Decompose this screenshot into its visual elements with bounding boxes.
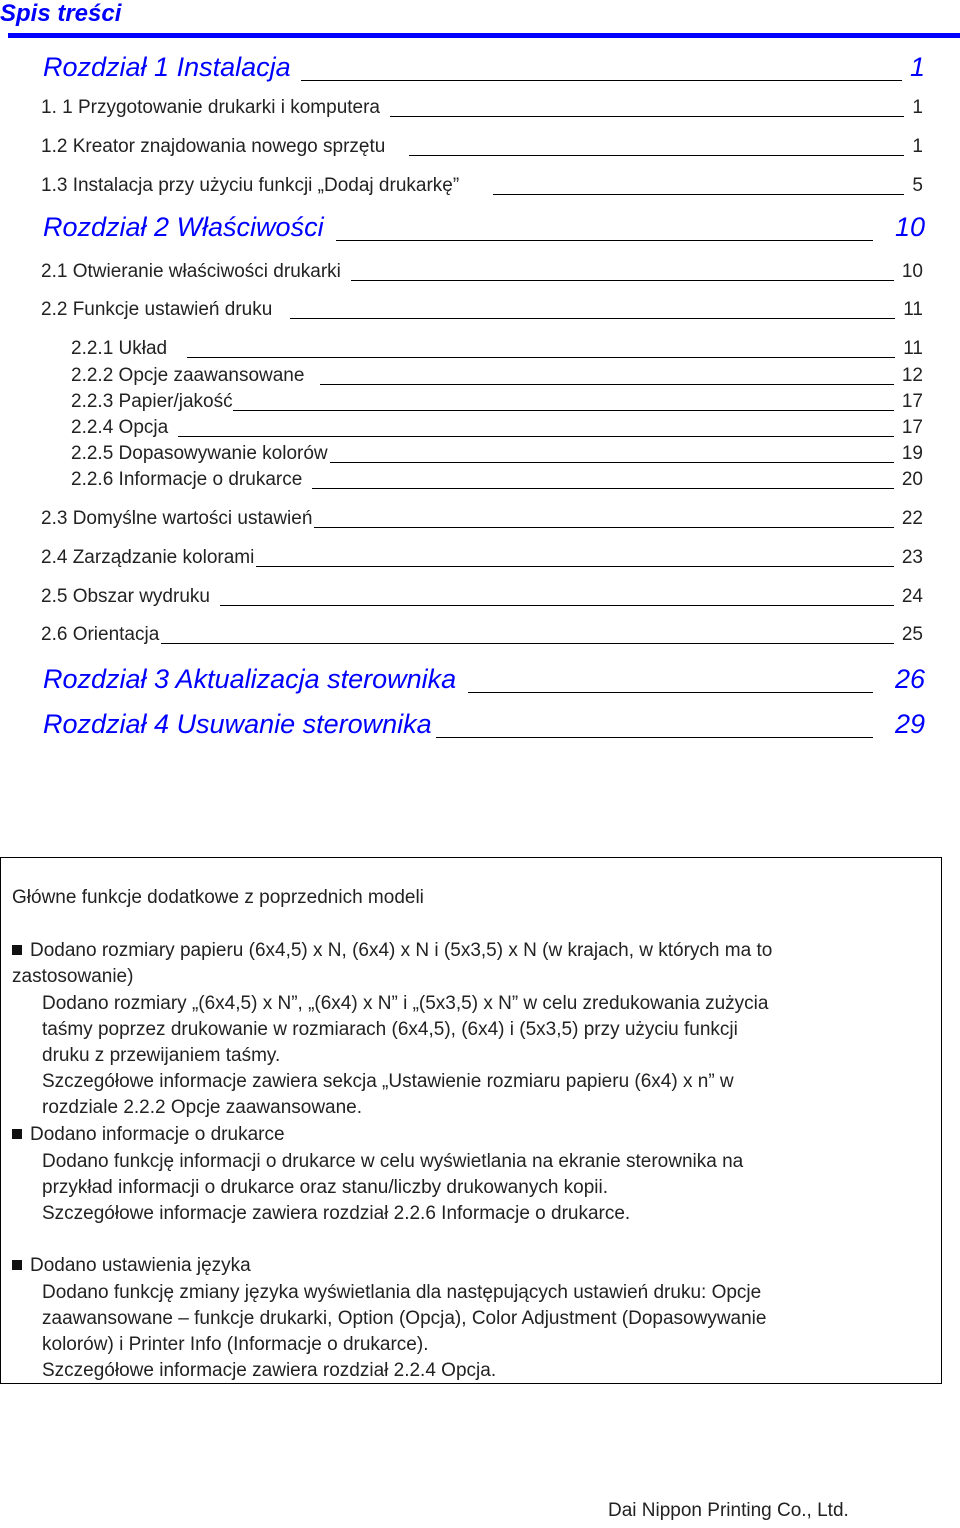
toc-page-number: 17 xyxy=(901,391,923,412)
toc-page-number: 11 xyxy=(903,299,923,320)
toc-entry-label: 2.2 Funkcje ustawień druku xyxy=(41,299,273,320)
toc-subsection-2-2-3[interactable] xyxy=(71,392,923,411)
feature-paper-sizes-desc-line: druku z przewijaniem taśmy. xyxy=(42,1045,281,1066)
features-heading: Główne funkcje dodatkowe z poprzednich modeli xyxy=(12,887,424,908)
toc-section-2-4[interactable] xyxy=(41,548,923,567)
toc-leader-line xyxy=(336,240,873,241)
toc-leader-line xyxy=(409,155,904,156)
toc-leader-line xyxy=(220,605,894,606)
feature-language-desc-line: Dodano funkcję zmiany języka wyświetlania dla następujących ustawień druku: Opcje xyxy=(42,1282,762,1303)
toc-leader-line xyxy=(468,692,873,693)
feature-paper-sizes-desc-line: Szczegółowe informacje zawiera sekcja „Ustawienie rozmiaru papieru (6x4) x n” w xyxy=(42,1071,734,1092)
feature-printer-info-title: Dodano informacje o drukarce xyxy=(12,1122,285,1148)
toc-page-number: 10 xyxy=(901,261,923,282)
feature-printer-info-desc-line: Szczegółowe informacje zawiera rozdział 2.2.6 Informacje o drukarce. xyxy=(42,1203,631,1224)
toc-entry-label: 2.1 Otwieranie właściwości drukarki xyxy=(41,261,341,282)
toc-leader-line xyxy=(301,80,902,81)
toc-page-number: 12 xyxy=(901,365,923,386)
toc-page-number: 5 xyxy=(912,175,923,196)
toc-entry-label: 2.2.1 Układ xyxy=(71,338,168,359)
toc-chapter-3[interactable] xyxy=(43,666,925,693)
toc-entry-label: Rozdział 2 Właściwości xyxy=(43,212,324,242)
toc-entry-label: Rozdział 4 Usuwanie sterownika xyxy=(43,709,432,739)
toc-page-number: 25 xyxy=(901,624,923,645)
toc-title: Spis treści xyxy=(0,0,122,27)
toc-leader-line xyxy=(320,384,893,385)
toc-page-number: 24 xyxy=(901,586,923,607)
toc-page-number: 11 xyxy=(903,338,923,359)
toc-entry-label: 2.3 Domyślne wartości ustawień xyxy=(41,508,313,529)
toc-section-2-2[interactable] xyxy=(41,300,923,319)
feature-paper-sizes-desc-line: taśmy poprzez drukowanie w rozmiarach (6x4,5), (6x4) i (5x3,5) przy użyciu funkcji xyxy=(42,1019,738,1040)
toc-leader-line xyxy=(314,527,893,528)
toc-page-number: 29 xyxy=(894,709,925,739)
feature-paper-sizes-title-cont: zastosowanie) xyxy=(12,966,134,987)
toc-section-2-3[interactable] xyxy=(41,509,923,528)
toc-entry-label: 1. 1 Przygotowanie drukarki i komputera xyxy=(41,97,380,118)
toc-subsection-2-2-1[interactable] xyxy=(71,339,923,358)
toc-entry-label: Rozdział 3 Aktualizacja sterownika xyxy=(43,664,457,694)
toc-leader-line xyxy=(233,410,894,411)
toc-page-number: 22 xyxy=(901,508,923,529)
toc-leader-line xyxy=(187,357,895,358)
toc-entry-label: 2.2.4 Opcja xyxy=(71,417,169,438)
feature-printer-info-desc-line: Dodano funkcję informacji o drukarce w celu wyświetlania na ekranie sterownika na xyxy=(42,1151,744,1172)
toc-leader-line xyxy=(351,280,894,281)
toc-section-2-1[interactable] xyxy=(41,262,923,281)
toc-chapter-4[interactable] xyxy=(43,711,925,738)
feature-language-desc-line: Szczegółowe informacje zawiera rozdział 2.2.4 Opcja. xyxy=(42,1360,497,1381)
toc-subsection-2-2-4[interactable] xyxy=(71,418,923,437)
toc-page-number: 10 xyxy=(894,212,925,242)
toc-entry-label: 1.2 Kreator znajdowania nowego sprzętu xyxy=(41,136,386,157)
toc-subsection-2-2-6[interactable] xyxy=(71,470,923,489)
toc-section-1-3[interactable] xyxy=(41,176,923,195)
toc-chapter-1[interactable] xyxy=(43,54,925,81)
toc-entry-label: 2.4 Zarządzanie kolorami xyxy=(41,547,255,568)
toc-entry-label: 2.5 Obszar wydruku xyxy=(41,586,210,607)
toc-entry-label: 2.2.3 Papier/jakość xyxy=(71,391,233,412)
toc-entry-label: 2.2.6 Informacje o drukarce xyxy=(71,469,303,490)
feature-paper-sizes-desc-line: Dodano rozmiary „(6x4,5) x N”, „(6x4) x N” i „(5x3,5) x N” w celu zredukowania zużycia xyxy=(42,993,769,1014)
title-underline xyxy=(8,33,960,38)
toc-section-1-1[interactable] xyxy=(41,98,923,117)
toc-entry-label: 1.3 Instalacja przy użyciu funkcji „Dodaj drukarkę” xyxy=(41,175,460,196)
toc-leader-line xyxy=(330,462,894,463)
toc-section-2-5[interactable] xyxy=(41,587,923,606)
toc-leader-line xyxy=(178,436,894,437)
toc-page-number: 20 xyxy=(901,469,923,490)
toc-page-number: 1 xyxy=(912,136,923,157)
toc-page-number: 1 xyxy=(912,97,923,118)
toc-page-number: 1 xyxy=(909,52,925,82)
toc-subsection-2-2-5[interactable] xyxy=(71,444,923,463)
feature-language-desc-line: kolorów) i Printer Info (Informacje o drukarce). xyxy=(42,1334,429,1355)
toc-page-number: 26 xyxy=(894,664,925,694)
new-features-box xyxy=(0,857,942,1384)
toc-leader-line xyxy=(312,488,894,489)
feature-paper-sizes-desc-line: rozdziale 2.2.2 Opcje zaawansowane. xyxy=(42,1097,363,1118)
toc-entry-label: Rozdział 1 Instalacja xyxy=(43,52,291,82)
toc-subsection-2-2-2[interactable] xyxy=(71,366,923,385)
feature-language-desc-line: zaawansowane – funkcje drukarki, Option (Opcja), Color Adjustment (Dopasowywanie xyxy=(42,1308,767,1329)
toc-page-number: 19 xyxy=(901,443,923,464)
company-footer: Dai Nippon Printing Co., Ltd. xyxy=(608,1500,849,1521)
toc-entry-label: 2.2.5 Dopasowywanie kolorów xyxy=(71,443,328,464)
toc-entry-label: 2.6 Orientacja xyxy=(41,624,160,645)
toc-entry-label: 2.2.2 Opcje zaawansowane xyxy=(71,365,305,386)
toc-leader-line xyxy=(290,318,895,319)
toc-leader-line xyxy=(493,194,904,195)
toc-section-1-2[interactable] xyxy=(41,137,923,156)
toc-section-2-6[interactable] xyxy=(41,625,923,644)
toc-leader-line xyxy=(161,643,894,644)
toc-leader-line xyxy=(256,566,894,567)
feature-printer-info-desc-line: przykład informacji o drukarce oraz stanu/liczby drukowanych kopii. xyxy=(42,1177,609,1198)
toc-page-number: 23 xyxy=(901,547,923,568)
feature-language-title: Dodano ustawienia języka xyxy=(12,1253,251,1279)
toc-leader-line xyxy=(436,737,873,738)
square-bullet-icon xyxy=(12,945,22,955)
toc-leader-line xyxy=(390,116,904,117)
toc-chapter-2[interactable] xyxy=(43,214,925,241)
square-bullet-icon xyxy=(12,1129,22,1139)
toc-page-number: 17 xyxy=(901,417,923,438)
square-bullet-icon xyxy=(12,1260,22,1270)
feature-paper-sizes-title: Dodano rozmiary papieru (6x4,5) x N, (6x4) x N i (5x3,5) x N (w krajach, w których ma to xyxy=(12,938,772,964)
